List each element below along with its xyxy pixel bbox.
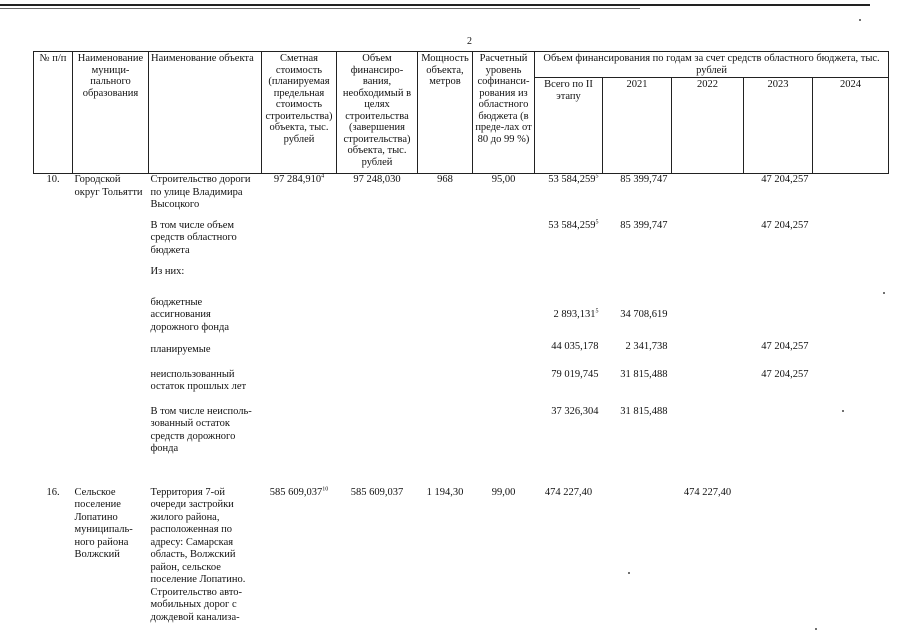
row10-sub2-label: Из них:	[150, 265, 185, 277]
row10-sub5-2021: 31 815,488	[620, 368, 668, 380]
row16-total: 474 227,40	[544, 486, 593, 498]
row10-sub3-2021: 34 708,619	[620, 308, 668, 320]
table-row	[34, 487, 889, 625]
row10-sub5-total: 79 019,745	[551, 368, 599, 380]
header-2024: 2024	[813, 78, 889, 174]
row10-cost: 97 284,910$^4$	[273, 173, 325, 185]
row10-capacity: 968	[437, 174, 453, 185]
row10-sub4-2021: 2 341,738	[625, 340, 668, 352]
header-municipality: Наименование муници-пального образования	[73, 52, 149, 174]
row10-sub4-2023: 47 204,257	[761, 340, 809, 352]
header-total: Всего по II этапу	[535, 78, 603, 174]
header-cost: Сметная стоимость (планируемая предельная стоимость строительства) объекта, тыс. рублей	[262, 52, 337, 174]
row16-level: 99,00	[491, 486, 516, 498]
table-row	[34, 287, 889, 339]
table-row	[34, 174, 889, 212]
speck	[859, 19, 861, 21]
row10-2021: 85 399,747	[620, 174, 668, 185]
header-2022: 2022	[672, 78, 744, 174]
funding-table	[33, 51, 889, 624]
header-capacity: Мощность объекта, метров	[418, 52, 473, 174]
header-2023: 2023	[744, 78, 813, 174]
table-row	[34, 397, 889, 487]
row10-sub1-2021: 85 399,747	[620, 219, 668, 231]
header-2021: 2021	[603, 78, 672, 174]
speck	[815, 628, 817, 630]
row10-municipality: Городской округ Тольятти	[74, 174, 143, 198]
speck	[842, 410, 844, 412]
table-row	[34, 220, 889, 260]
header-funding-group: Объем финансирования по годам за счет средств областного бюджета, тыс. рублей	[535, 52, 889, 78]
row10-sub4-label: планируемые	[150, 343, 211, 355]
row10-sub6-2021: 31 815,488	[620, 405, 668, 417]
row16-capacity: 1 194,30	[426, 486, 464, 498]
row10-sub1-label: В том числе объем средств областного бюджета	[150, 219, 237, 256]
table-row	[34, 361, 889, 397]
top-rule	[0, 4, 870, 6]
header-num: № п/п	[34, 52, 73, 174]
page-number: 2	[467, 36, 472, 47]
header-level: Расчетный уровень софинанси-рования из областного бюджета (в преде-лах от 80 до 99 %)	[473, 52, 535, 174]
row16-2022: 474 227,40	[683, 486, 732, 498]
row10-level: 95,00	[491, 174, 516, 185]
row16-num: 16.	[46, 486, 60, 498]
row16-municipality: Сельское поселение Лопатино муниципаль-ного района Волжский	[74, 486, 133, 560]
row10-object: Строительство дороги по улице Владимира Высоцкого	[150, 174, 251, 210]
row10-sub6-total: 37 326,304	[551, 405, 599, 417]
table-row	[34, 339, 889, 361]
row10-sub5-2023: 47 204,257	[761, 368, 809, 380]
top-rule-secondary	[0, 8, 640, 9]
header-object: Наименование объекта	[149, 52, 262, 174]
row10-2023: 47 204,257	[761, 174, 809, 185]
row10-num: 10.	[46, 174, 60, 185]
row10-sub4-total: 44 035,178	[551, 340, 599, 352]
row16-cost: 585 609,037$^{10}$	[269, 486, 329, 498]
row10-total: 53 584,259$^5$	[548, 173, 599, 185]
speck	[628, 572, 630, 574]
table-row	[34, 260, 889, 287]
row10-sub5-label: неиспользованный остаток прошлых лет	[150, 368, 247, 392]
row16-volume: 585 609,037	[350, 486, 404, 498]
header-volume: Объем финансиро-вания, необходимый в целях строительства (завершения строительства) объекта, тыс. рублей	[337, 52, 418, 174]
row10-sub1-2023: 47 204,257	[761, 219, 809, 231]
row10-sub3-label: бюджетные ассигнования дорожного фонда	[150, 296, 230, 333]
row10-volume: 97 248,030	[353, 174, 401, 185]
row10-sub1-total: 53 584,259$^5$	[548, 219, 599, 231]
row10-sub6-label: В том числе неисполь-зованный остаток средств дорожного фонда	[150, 405, 252, 454]
speck	[883, 292, 885, 294]
row10-sub3-total: 2 893,131$^5$	[553, 308, 599, 320]
row16-object: Территория 7-ой очереди застройки жилого района, расположенная по адресу: Самарская область, Волжский район, сельское поселение Лопатино. Строительство авто-мобильных дорог с дождевой канализа-	[150, 486, 246, 623]
